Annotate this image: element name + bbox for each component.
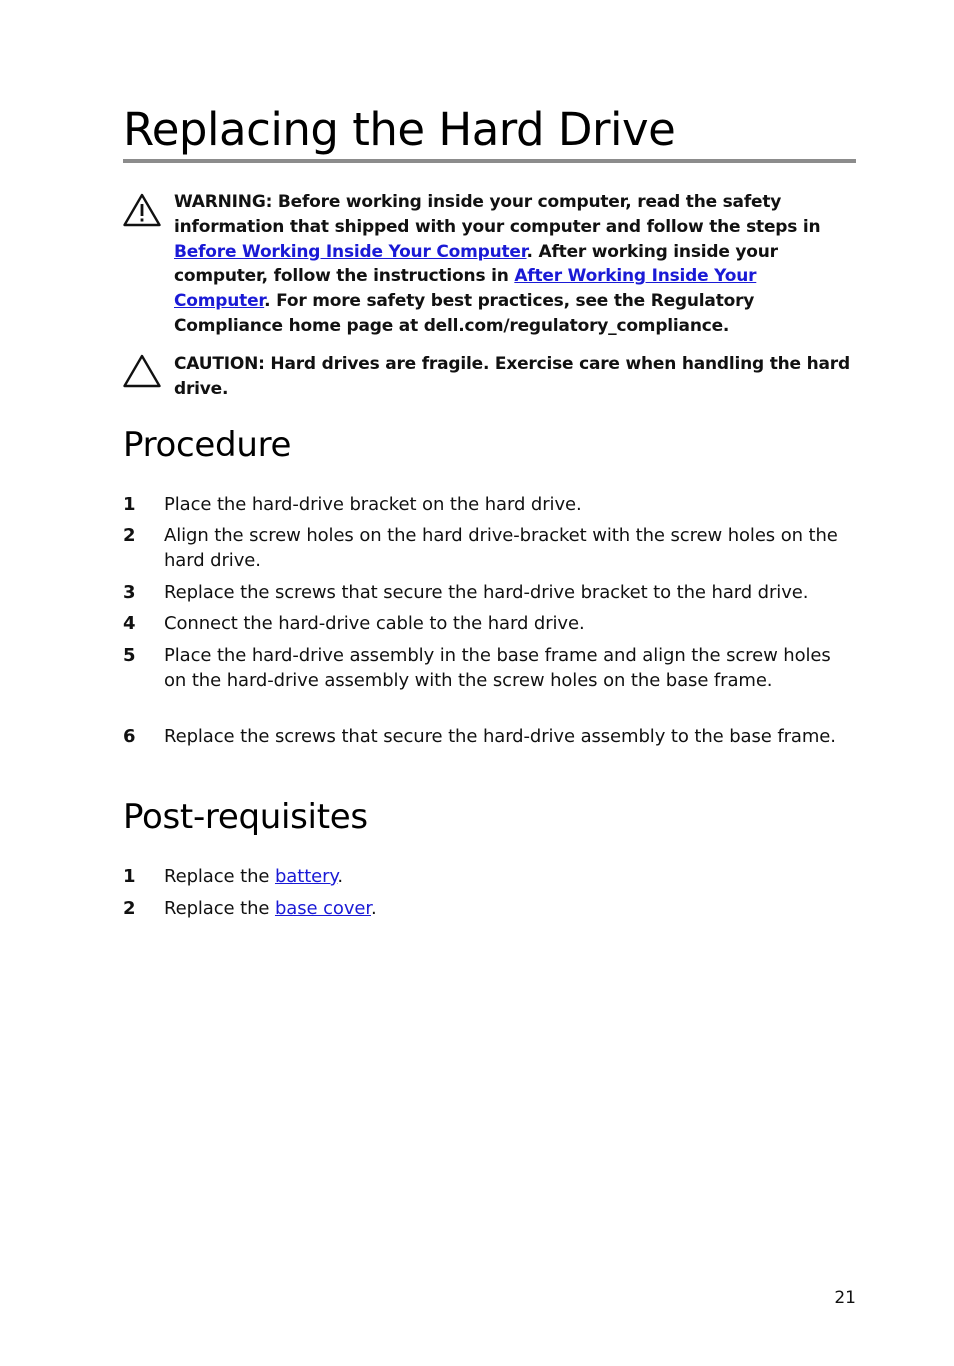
step-number: 4 (123, 613, 136, 634)
warning-notice (123, 190, 856, 340)
before-working-link[interactable]: Before Working Inside Your Computer (174, 241, 527, 262)
warning-triangle-icon (123, 193, 161, 227)
step-number: 1 (123, 866, 136, 887)
caution-text: CAUTION: Hard drives are fragile. Exercise care when handling the hard drive. (174, 354, 850, 399)
procedure-heading: Procedure (123, 425, 292, 465)
step-text (164, 897, 856, 922)
step-prefix: Replace the (164, 866, 275, 887)
step-text: Replace the screws that secure the hard-drive assembly to the base frame. (164, 726, 836, 747)
step-suffix: . (337, 866, 344, 887)
after-working-link[interactable]: After Working Inside Your Computer (174, 266, 757, 312)
warning-text-part-2: . After working inside your computer, follow the instructions in (174, 241, 778, 287)
step-number: 1 (123, 494, 136, 515)
step-number: 2 (123, 898, 136, 919)
step-number: 2 (123, 525, 136, 546)
postrequisites-heading: Post-requisites (123, 797, 368, 837)
battery-link[interactable]: battery (274, 866, 338, 887)
procedure-steps (123, 493, 856, 778)
warning-text-part-1: WARNING: Before working inside your computer, read the safety information that shipped with your computer and follow the steps in (174, 192, 821, 237)
step-number: 6 (123, 726, 136, 747)
page-title: Replacing the Hard Drive (123, 103, 676, 156)
step-text: Place the hard-drive assembly in the base frame and align the screw holes on the hard-drive assembly with the screw holes on the base frame. (164, 645, 831, 691)
step-text: Place the hard-drive bracket on the hard drive. (164, 494, 582, 515)
caution-triangle-icon (123, 354, 161, 388)
page-number: 21 (834, 1288, 856, 1308)
caution-notice (123, 352, 856, 404)
step-text: Align the screw holes on the hard drive-bracket with the screw holes on the hard drive. (164, 525, 838, 571)
step-text: Replace the screws that secure the hard-drive bracket to the hard drive. (164, 582, 809, 603)
step-suffix: . (371, 898, 377, 919)
postrequisites-steps (123, 865, 856, 925)
step-text: Connect the hard-drive cable to the hard drive. (164, 613, 585, 634)
step-text (164, 865, 856, 890)
step-prefix: Replace the (164, 898, 275, 919)
warning-text-part-3: . For more safety best practices, see the Regulatory Compliance home page at dell.com/regulatory_compliance. (174, 291, 755, 336)
step-number: 3 (123, 582, 136, 603)
base-cover-link[interactable]: base cover (274, 898, 371, 919)
title-underline (123, 159, 856, 163)
step-number: 5 (123, 645, 136, 666)
warning-text (174, 190, 856, 339)
